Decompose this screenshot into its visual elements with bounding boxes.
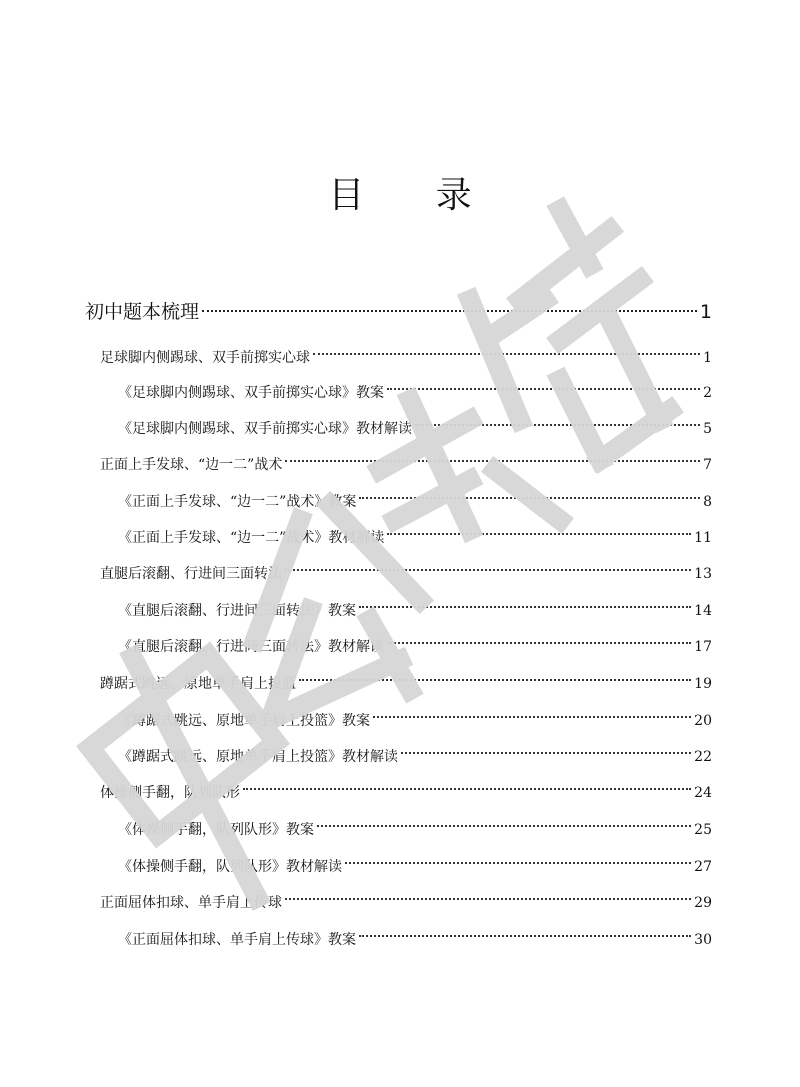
toc-page-number: 20: [694, 713, 712, 729]
dot-leader: [285, 441, 700, 469]
toc-entry-label: 《足球脚内侧踢球、双手前掷实心球》教案: [118, 385, 384, 401]
toc-chapter-entry[interactable]: [100, 550, 712, 582]
toc-section-heading[interactable]: [85, 290, 712, 323]
dot-leader: [202, 290, 697, 318]
dot-leader: [285, 879, 691, 907]
toc-chapter-entry[interactable]: [100, 660, 712, 692]
dot-leader: [313, 334, 700, 362]
toc-page-number: 11: [694, 530, 712, 546]
toc-page-number: 1: [703, 350, 712, 366]
toc-chapter-entry[interactable]: [100, 879, 712, 911]
toc-entry-label: 《体操侧手翻，队列队形》教材解读: [118, 859, 342, 875]
toc-subentry[interactable]: [118, 405, 712, 437]
toc-page-number: 27: [694, 859, 712, 875]
toc-entry-label: 初中题本梳理: [85, 301, 200, 323]
toc-entry-label: 《蹲踞式跳远、原地单手肩上投篮》教案: [118, 713, 370, 729]
toc-entry-label: 《足球脚内侧踢球、双手前掷实心球》教材解读: [118, 421, 412, 437]
toc-page-number: 8: [703, 494, 712, 510]
toc-subentry[interactable]: [118, 623, 712, 655]
toc-page-number: 29: [694, 895, 712, 911]
dot-leader: [285, 550, 691, 578]
toc-entry-label: 《正面上手发球、“边一二”战术》教材解读: [118, 530, 385, 546]
toc-page-number: 5: [703, 421, 712, 437]
toc-subentry[interactable]: [118, 697, 712, 729]
toc-page-number: 14: [694, 603, 712, 619]
toc-subentry[interactable]: [118, 916, 712, 948]
dot-leader: [359, 916, 691, 944]
toc-subentry[interactable]: [118, 843, 712, 875]
dot-leader: [387, 514, 691, 542]
toc-entry-label: 《正面上手发球、“边一二”战术》教案: [118, 494, 357, 510]
dot-leader: [345, 843, 691, 871]
toc-subentry[interactable]: [118, 587, 712, 619]
toc-entry-label: 《直腿后滚翻、行进间三面转法》教案: [118, 603, 356, 619]
toc-entry-label: 《正面屈体扣球、单手肩上传球》教案: [118, 932, 356, 948]
dot-leader: [359, 587, 691, 615]
toc-chapter-entry[interactable]: [100, 441, 712, 473]
toc-subentry[interactable]: [118, 733, 712, 765]
toc-page-number: 2: [703, 385, 712, 401]
toc-entry-label: 《直腿后滚翻、行进间三面转法》教材解读: [118, 639, 384, 655]
dot-leader: [415, 405, 700, 433]
dot-leader: [317, 806, 691, 834]
toc-entry-label: 正面上手发球、“边一二”战术: [100, 457, 283, 473]
toc-page-number: 7: [703, 457, 712, 473]
toc-subentry[interactable]: [118, 806, 712, 838]
toc-page-number: 22: [694, 749, 712, 765]
dot-leader: [387, 369, 700, 397]
toc-page-number: 30: [694, 932, 712, 948]
toc-page-number: 17: [694, 639, 712, 655]
toc-entry-label: 蹲踞式跳远、原地单手肩上投篮: [100, 676, 296, 692]
page-title: 目 录: [328, 175, 502, 217]
toc-entry-label: 足球脚内侧踢球、双手前掷实心球: [100, 350, 310, 366]
toc-chapter-entry[interactable]: [100, 769, 712, 801]
toc-page-number: 25: [694, 822, 712, 838]
toc-page-number: 24: [694, 785, 712, 801]
toc-subentry[interactable]: [118, 369, 712, 401]
toc-entry-label: 正面屈体扣球、单手肩上传球: [100, 895, 282, 911]
dot-leader: [243, 769, 691, 797]
toc-entry-label: 《体操侧手翻，队列队形》教案: [118, 822, 314, 838]
dot-leader: [299, 660, 691, 688]
toc-chapter-entry[interactable]: [100, 334, 712, 366]
toc-entry-label: 直腿后滚翻、行进间三面转法: [100, 566, 282, 582]
toc-subentry[interactable]: [118, 478, 712, 510]
toc-subentry[interactable]: [118, 514, 712, 546]
dot-leader: [387, 623, 691, 651]
toc-entry-label: 体操侧手翻，队列队形: [100, 785, 240, 801]
toc-page-number: 13: [694, 566, 712, 582]
toc-entry-label: 《蹲踞式跳远、原地单手肩上投篮》教材解读: [118, 749, 398, 765]
toc-page-number: 19: [694, 676, 712, 692]
dot-leader: [359, 478, 700, 506]
dot-leader: [401, 733, 691, 761]
dot-leader: [373, 697, 691, 725]
toc-page-number: 1: [699, 301, 712, 323]
